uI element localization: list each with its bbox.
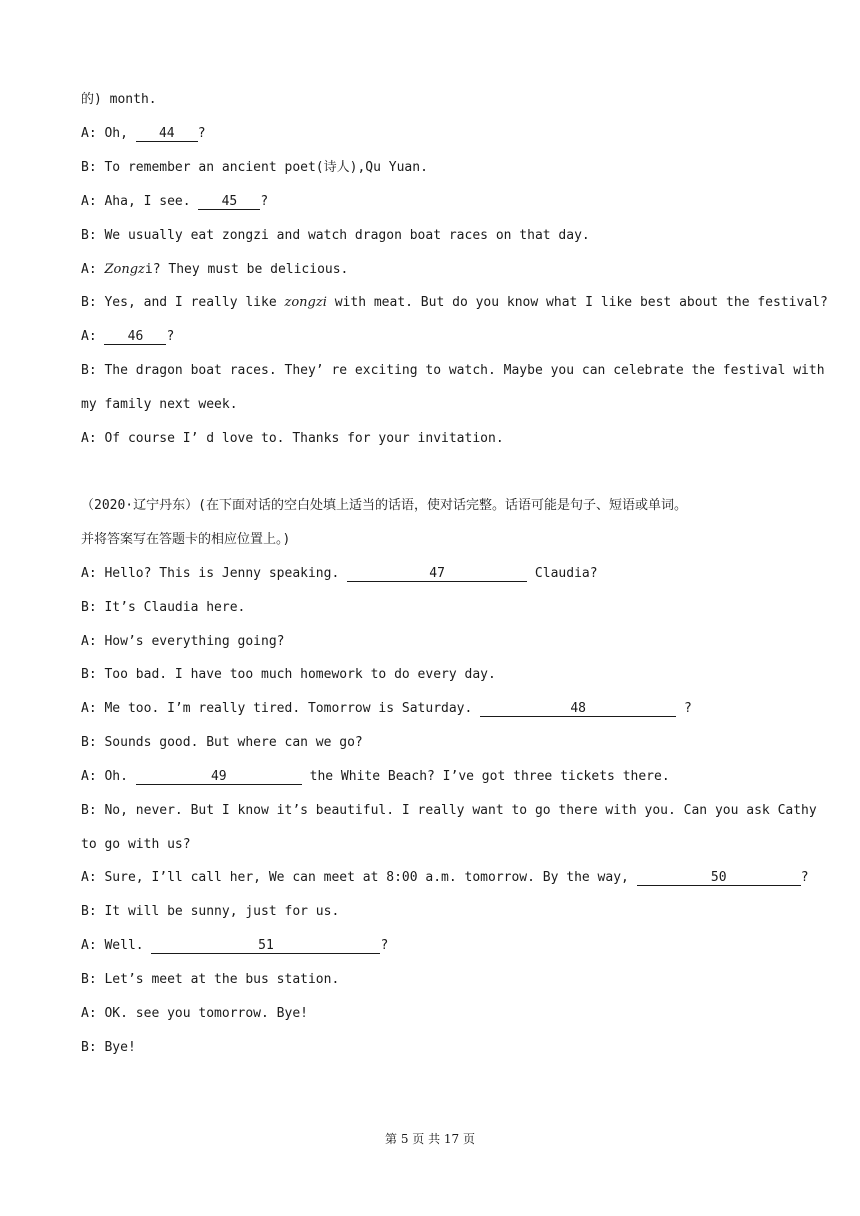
text-line: B: The dragon boat races. They’ re exciting to watch. Maybe you can celebrate the festival with	[81, 363, 825, 378]
line-prefix: A:	[81, 262, 105, 277]
dialog-line-a	[81, 193, 800, 211]
line-suffix: ?	[260, 194, 269, 209]
line-prefix: A: Well.	[81, 938, 152, 953]
text-line: A: OK. see you tomorrow. Bye!	[81, 1006, 308, 1021]
blank-51: 51	[151, 938, 380, 954]
text-line: A: How’s everything going?	[81, 634, 285, 649]
line-suffix: ?	[676, 701, 692, 716]
blank-46: 46	[104, 329, 166, 345]
line-suffix: ?	[166, 329, 175, 344]
dialog-line-a	[81, 700, 800, 718]
text-line: B: It’s Claudia here.	[81, 600, 246, 615]
text-line: B: We usually eat zongzi and watch dragon boat races on that day.	[81, 228, 590, 243]
line-prefix: A: Oh.	[81, 769, 136, 784]
text-line: A: Of course I’ d love to. Thanks for your invitation.	[81, 431, 504, 446]
text-line: B: Bye!	[81, 1040, 136, 1055]
text-line: to go with us?	[81, 837, 191, 852]
text-line: B: Let’s meet at the bus station.	[81, 972, 340, 987]
line-suffix: ?	[800, 870, 809, 885]
line-prefix: A: Oh,	[81, 126, 136, 141]
line-suffix: ?	[197, 126, 206, 141]
line-suffix: with meat. But do you know what I like best about the festival?	[326, 295, 828, 310]
dialog-line-a	[81, 768, 800, 786]
dialog-line-a	[81, 869, 809, 887]
text-line: my family next week.	[81, 397, 238, 412]
italic-word: zongzi	[284, 295, 327, 310]
line-prefix: A: Hello? This is Jenny speaking.	[81, 566, 348, 581]
line-suffix: Claudia?	[527, 566, 598, 581]
blank-44: 44	[136, 126, 198, 142]
page-footer: 第 5 页 共 17 页	[385, 1132, 475, 1146]
line-prefix: A: Me too. I’m really tired. Tomorrow is Saturday.	[81, 701, 481, 716]
line-prefix: A: Sure, I’ll call her, We can meet at 8:00 a.m. tomorrow. By the way,	[81, 870, 637, 885]
text-line: B: Too bad. I have too much homework to do every day.	[81, 667, 496, 682]
line-suffix: i? They must be delicious.	[144, 262, 349, 277]
dialog-line-a	[81, 125, 800, 143]
dialog-line-a	[81, 261, 800, 279]
text-line: 的) month.	[81, 92, 157, 107]
blank-47: 47	[347, 566, 527, 582]
dialog-line-b	[81, 294, 828, 312]
blank-48: 48	[480, 701, 676, 717]
blank-45: 45	[198, 194, 260, 210]
dialog-line-a	[81, 328, 800, 346]
question-intro: （2020·辽宁丹东）(在下面对话的空白处填上适当的话语，使对话完整。话语可能是句子、短语或单词。	[81, 498, 687, 513]
text-line: B: Sounds good. But where can we go?	[81, 735, 363, 750]
line-prefix: A:	[81, 329, 105, 344]
line-suffix: ?	[380, 938, 389, 953]
blank-50: 50	[637, 870, 801, 886]
blank-49: 49	[136, 769, 302, 785]
line-prefix: B: Yes, and I really like	[81, 295, 285, 310]
dialog-line-a	[81, 937, 800, 955]
line-prefix: A: Aha, I see.	[81, 194, 199, 209]
question-intro: 并将答案写在答题卡的相应位置上。)	[81, 532, 291, 547]
italic-word: Zongz	[104, 262, 145, 277]
text-line: B: To remember an ancient poet(诗人),Qu Yuan.	[81, 160, 428, 175]
dialog-line-a	[81, 565, 800, 583]
text-line: B: No, never. But I know it’s beautiful. I really want to go there with you. Can you ask Cathy	[81, 803, 817, 818]
text-line: B: It will be sunny, just for us.	[81, 904, 340, 919]
line-suffix: the White Beach? I’ve got three tickets there.	[301, 769, 670, 784]
